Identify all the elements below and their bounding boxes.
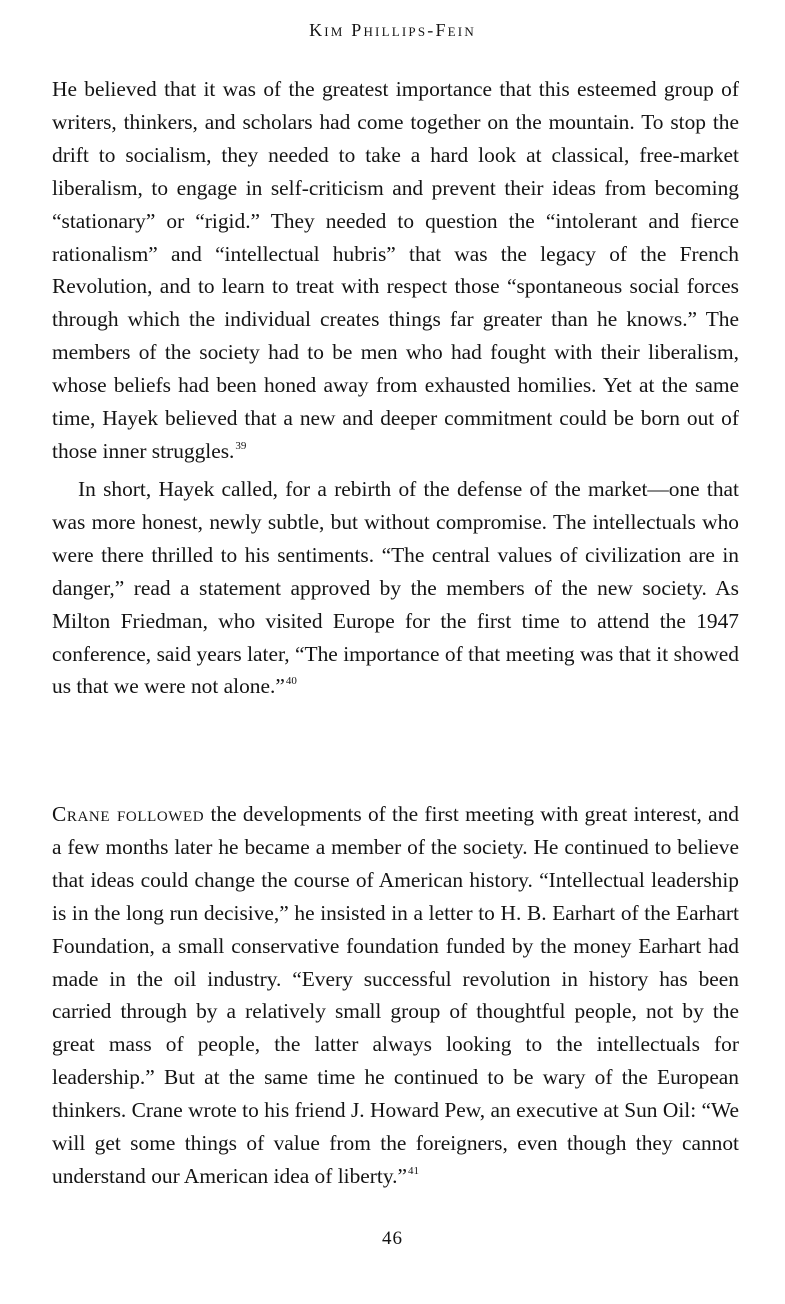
endnote-marker: 40 bbox=[285, 675, 297, 688]
paragraph-text: In short, Hayek called, for a rebirth of the defense of the market—one that was more honest, newly subtle, but without compromise. The intellectuals who were there thrilled to his sentiments. “The central values of civilization are in danger,” read a statement approved by the members of the new society. As Milton Friedman, who visited Europe for the first time to attend the 1947 conference, said years later, “The importance of that meeting was that it showed us that we were not alone.” bbox=[52, 477, 739, 699]
paragraph-text: He believed that it was of the greatest importance that this esteemed group of writers, thinkers, and scholars had come together on the mountain. To stop the drift to socialism, they needed to take a hard look at classical, free-market liberalism, to engage in self-criticism and prevent their ideas from becoming “stationary” or “rigid.” They needed to question the “intolerant and fierce rationalism” and “intellectual hubris” that was the legacy of the French Revolution, and to learn to treat with respect those “spontaneous social forces through which the individual creates things far greater than he knows.” The members of the society had to be men who had fought with their liberalism, whose beliefs had been honed away from exhausted homilies. Yet at the same time, Hayek believed that a new and deeper commitment could be born out of those inner struggles. bbox=[52, 77, 739, 463]
body-paragraph bbox=[52, 473, 739, 703]
endnote-marker: 39 bbox=[235, 439, 247, 452]
page-number: 46 bbox=[382, 1228, 403, 1249]
endnote-marker: 41 bbox=[408, 1164, 419, 1177]
body-paragraph bbox=[52, 73, 739, 468]
section-opening-paragraph bbox=[52, 798, 739, 1193]
paragraph-text: the developments of the first meeting with great interest, and a few months later he became a member of the society. He continued to believe that ideas could change the course of American history. “Intellectual leadership is in the long run decisive,” he insisted in a letter to H. B. Earhart of the Earhart Foundation, a small conservative foundation funded by the money Earhart had made in the oil industry. “Every successful revolution in history has been carried through by a relatively small group of thoughtful people, not by the great mass of people, the latter always looking to the intellectuals for leadership.” But at the same time he continued to be wary of the European thinkers. Crane wrote to his friend J. Howard Pew, an executive at Sun Oil: “We will get some things of value from the foreigners, even though they cannot understand our American idea of liberty.” bbox=[52, 802, 739, 1188]
small-caps-lead-in: Crane followed bbox=[52, 802, 205, 826]
running-head: Kim Phillips-Fein bbox=[309, 20, 476, 40]
